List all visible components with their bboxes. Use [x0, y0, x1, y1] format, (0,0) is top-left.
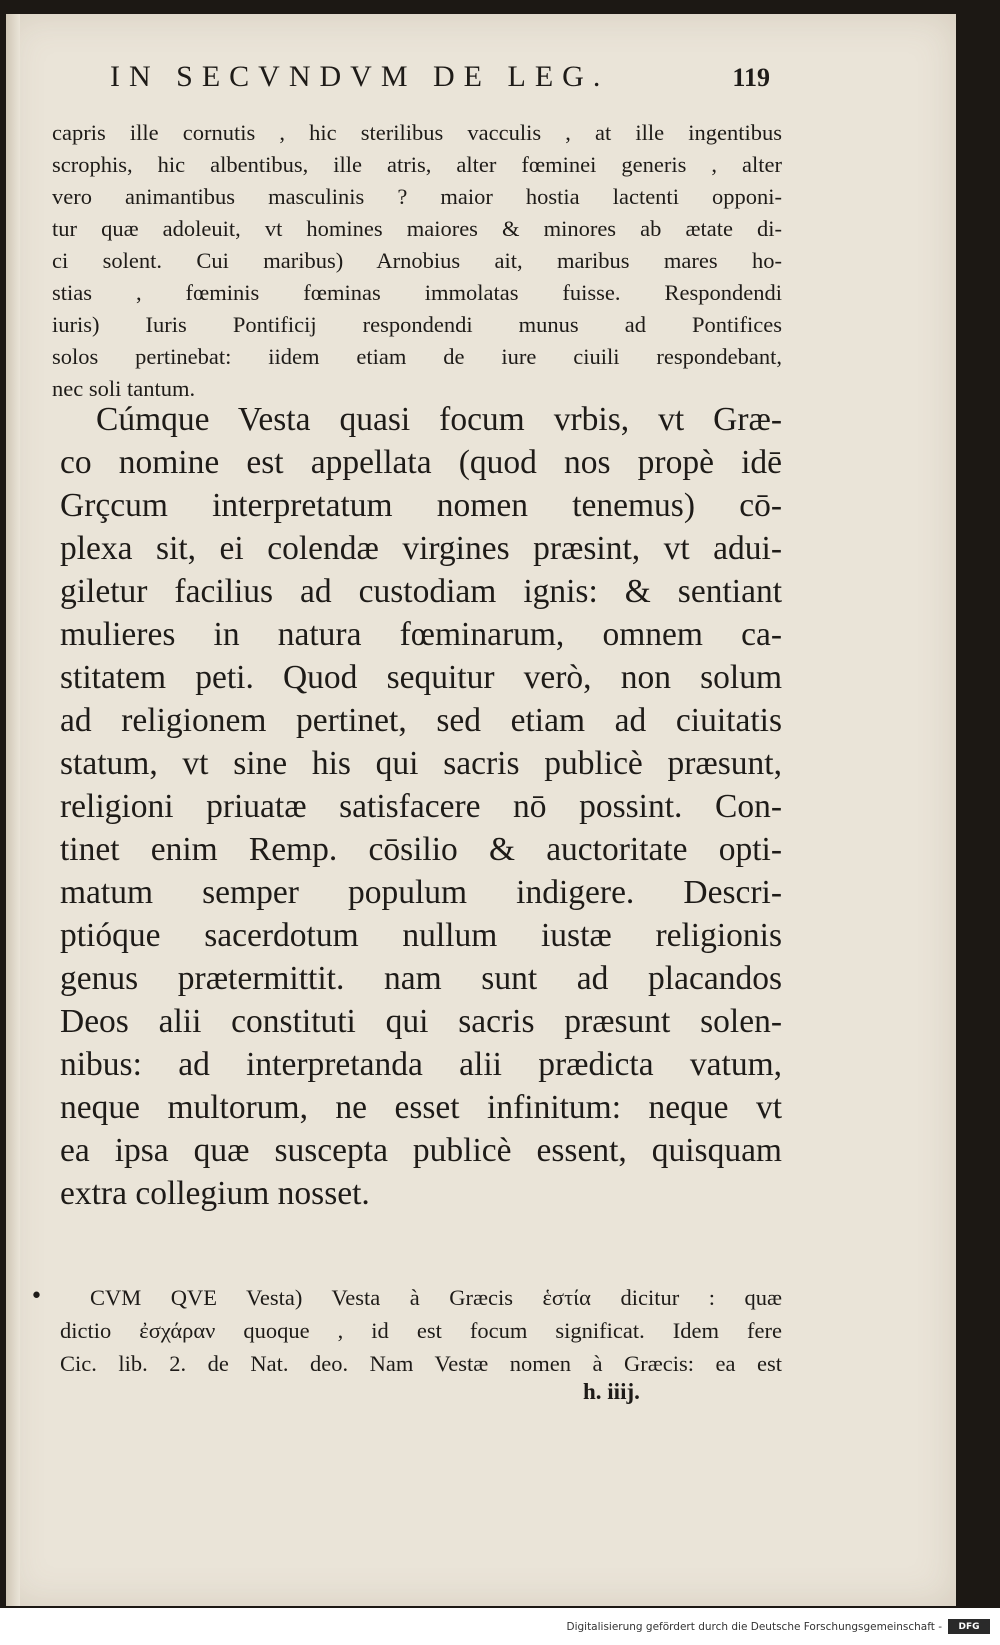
running-header [110, 60, 770, 94]
dfg-logo: DFG [948, 1619, 990, 1634]
note-line: stias , fœminis fœminas immolatas fuisse. Respondendi [52, 280, 782, 305]
page-gutter [6, 14, 20, 1606]
note-line: Cic. lib. 2. de Nat. deo. Nam Vestæ nomen à Græcis: ea est [60, 1351, 782, 1376]
main-text-block [60, 398, 782, 1215]
text-line: ptióque sacerdotum nullum iustæ religionis [60, 917, 782, 954]
note-line: CVM QVE Vesta) Vesta à Græcis ἑστία dicitur : quæ [90, 1285, 782, 1310]
viewer-footer [0, 1608, 1000, 1645]
text-line: giletur facilius ad custodiam ignis: & sentiant [60, 573, 782, 610]
note-line: capris ille cornutis , hic sterilibus vacculis , at ille ingentibus [52, 120, 782, 145]
note-line: solos pertinebat: iidem etiam de iure ciuili respondebant, [52, 344, 782, 369]
text-line: co nomine est appellata (quod nos propè idē [60, 444, 782, 481]
note-line: iuris) Iuris Pontificij respondendi munus ad Pontifices [52, 312, 782, 337]
commentary-notes-top [52, 117, 782, 405]
note-line: vero animantibus masculinis ? maior hostia lactenti opponi- [52, 184, 782, 209]
text-line: nibus: ad interpretanda alii prædicta vatum, [60, 1046, 782, 1083]
page-number: 119 [732, 63, 770, 92]
text-line: mulieres in natura fœminarum, omnem ca- [60, 616, 782, 653]
text-line: Deos alii constituti qui sacris præsunt solen- [60, 1003, 782, 1040]
note-line: tur quæ adoleuit, vt homines maiores & minores ab ætate di- [52, 216, 782, 241]
text-line: Cúmque Vesta quasi focum vrbis, vt Græ- [96, 401, 782, 438]
note-line: ci solent. Cui maribus) Arnobius ait, maribus mares ho- [52, 248, 782, 273]
commentary-notes-bottom [60, 1281, 782, 1380]
text-line: extra collegium nosset. [60, 1175, 370, 1212]
text-line: tinet enim Remp. cōsilio & auctoritate opti- [60, 831, 782, 868]
note-bullet-icon: • [30, 1284, 43, 1309]
note-line: scrophis, hic albentibus, ille atris, alter fœminei generis , alter [52, 152, 782, 177]
text-line: matum semper populum indigere. Descri- [60, 874, 782, 911]
text-line: Grçcum interpretatum nomen tenemus) cō- [60, 487, 782, 524]
text-line: neque multorum, ne esset infinitum: neque vt [60, 1089, 782, 1126]
note-line: dictio ἐσχάραν quoque , id est focum significat. Idem fere [60, 1318, 782, 1343]
text-line: stitatem peti. Quod sequitur verò, non solum [60, 659, 782, 696]
text-line: religioni priuatæ satisfacere nō possint. Con- [60, 788, 782, 825]
text-line: plexa sit, ei colendæ virgines præsint, vt adui- [60, 530, 782, 567]
running-title: IN SECVNDVM DE LEG. [110, 60, 610, 93]
funding-credit: Digitalisierung gefördert durch die Deutsche Forschungsgemeinschaft - [566, 1621, 942, 1633]
text-line: statum, vt sine his qui sacris publicè præsunt, [60, 745, 782, 782]
signature-mark: h. iiij. [583, 1379, 640, 1404]
note-line: nec soli tantum. [52, 376, 196, 401]
text-line: ea ipsa quæ suscepta publicè essent, quisquam [60, 1132, 782, 1169]
text-line: ad religionem pertinet, sed etiam ad ciuitatis [60, 702, 782, 739]
text-line: genus prætermittit. nam sunt ad placandos [60, 960, 782, 997]
